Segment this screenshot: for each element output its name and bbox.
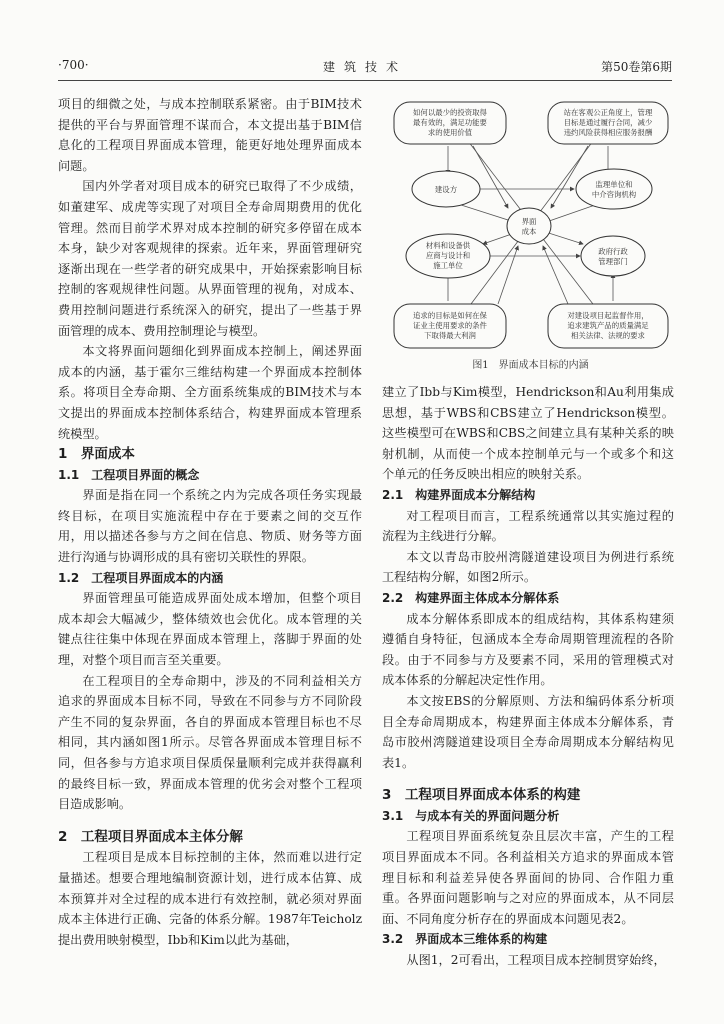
box-top-left-line: 求的使用价值 (427, 128, 473, 137)
node-center-interface-cost (507, 208, 551, 244)
section-1-1-paragraph: 界面是指在同一个系统之内为完成各项任务实现最终目标，在项目实施流程中存在于要素之间的交互作用，用以描述各参与方之间在信息、物质、财务等方面进行沟通与协调形成的具有密切关联性的界限。 (58, 488, 362, 565)
section-3-1-paragraph: 工程项目界面系统复杂且层次丰富，产生的工程项目界面成本不同。各利益相关方追求的界面成本管理目标和利益差异使各界面间的协同、合作阻力重重。各界面问题影响与之对应的界面成本，从不同层面、不同角度分析存在的界面成本问题见表2。 (382, 829, 674, 926)
section-1-1-heading: 1.1 工程项目界面的概念 (58, 467, 200, 482)
node-supplier-line: 材料和设备供 (425, 241, 471, 250)
section-3-heading: 3 工程项目界面成本体系的构建 (382, 787, 581, 804)
box-bottom-right-line: 相关法律、法规的要求 (571, 331, 645, 340)
section-2-1-paragraph-1: 对工程项目而言，工程系统通常以其实施过程的流程为主线进行分解。 (382, 508, 674, 544)
node-center-line: 界面 (521, 217, 537, 226)
right-column (382, 382, 674, 971)
section-3-2-heading: 3.2 界面成本三维体系的构建 (382, 932, 548, 947)
running-header (58, 58, 672, 74)
box-bottom-left-line: 下取得最大利润 (424, 331, 476, 340)
section-1-2-paragraph-2: 在工程项目的全寿命期中，涉及的不同利益相关方追求的界面成本目标不同，导致在不同参与方不同阶段产生不同的复杂界面，各自的界面成本管理目标也不尽相同，其内涵如图1所示。尽管各界面成本管理目标不同，但各参与方追求项目保质保量顺利完成并获得赢利的最终目标一致，界面成本管理的优劣会对整个工程项目造成影响。 (58, 673, 362, 812)
section-1-2-paragraph-1: 界面管理虽可能造成界面处成本增加，但整个项目成本却会大幅减少，整体绩效也会优化。成本管理的关键点往往集中体现在界面成本管理上，落脚于界面的处理，对整个项目而言至关重要。 (58, 591, 362, 668)
node-supervisor-line: 监理单位和 (595, 180, 633, 189)
node-government-line: 政府行政 (598, 247, 628, 256)
continued-paragraph: 建立了Ibb与Kim模型，Hendrickson和Au利用集成思想，基于WBS和CBS建立了Hendrickson模型。这些模型可在WBS和CBS之间建立具有某种关系的映射机制，从而使一个成本控制单元与一个或多个和这个单元的任务反映出相应的映射关系。 (382, 385, 674, 482)
section-3-1-heading: 3.1 与成本有关的界面问题分析 (382, 808, 560, 823)
box-bottom-right-line: 追求建筑产品的质量满足 (567, 321, 649, 330)
volume-issue: 第50卷第6期 (601, 60, 672, 74)
section-2-1-paragraph-2: 本文以青岛市胶州湾隧道建设项目为例进行系统工程结构分解，如图2所示。 (382, 549, 674, 585)
header-rule (58, 80, 672, 81)
intro-paragraph-1: 项目的细微之处，与成本控制联系紧密。由于BIM技术提供的平台与界面管理不谋而合，本文提出基于BIM信息化的工程项目界面成本管理，能更好地处理界面成本问题。 (58, 97, 362, 173)
section-2-paragraph: 工程项目是成本目标控制的主体，然而难以进行定量描述。想要合理地编制资源计划，进行成本估算、成本预算并对全过程的成本进行有效控制，就必须对界面成本主体进行正确、完备的体系分解。1987年Teicholz提出费用映射模型，Ibb和Kim以此为基础， (58, 850, 362, 947)
node-government-line: 管理部门 (598, 257, 628, 266)
section-3-2-paragraph: 从图1，2可看出，工程项目成本控制贯穿始终， (406, 953, 666, 968)
intro-paragraph-3: 本文将界面问题细化到界面成本控制上，阐述界面成本的内涵，基于霍尔三维结构建一个界面成本控制体系。将项目全寿命期、全方面系统集成的BIM技术与本文提出的界面成本控制体系结合，构建界面成本管理系统模型。 (58, 344, 362, 441)
figure-1-diagram (388, 96, 673, 356)
left-column (58, 94, 362, 950)
node-government (581, 236, 645, 276)
box-bottom-left-line: 追求的目标是如何在保 (413, 311, 487, 320)
section-2-2-paragraph-2: 本文按EBS的分解原则、方法和编码体系分析项目全寿命周期成本，构建界面主体成本分解体系，青岛市胶州湾隧道建设项目全寿命周期成本分解结构见表1。 (382, 693, 674, 770)
box-top-left-line: 如何以最少的投资取得 (413, 108, 487, 117)
section-2-2-paragraph-1: 成本分解体系即成本的组成结构，其体系构建须遵循自身特征，包涵成本全寿命周期管理流程的各阶段。由于不同参与方及要素不同，采用的管理模式对成本体系的分解起决定性作用。 (382, 611, 674, 688)
intro-paragraph-2: 国内外学者对项目成本的研究已取得了不少成绩，如董建军、成虎等实现了对项目全寿命周期费用的优化管理。然而目前学术界对成本控制的研究多停留在成本本身，缺少对客观规律的探索。近年来，界面管理研究逐渐出现在一些学者的研究成果中，开始探索影响目标控制的客观规律性问题。从界面管理的视角，对成本、费用控制问题进行系统深入的研究，提出了一些基于界面管理的成本、费用控制理论与模型。 (58, 179, 362, 338)
figure-1-caption: 图1 界面成本目标的内涵 (472, 360, 589, 371)
node-builder-label: 建设方 (434, 185, 458, 194)
node-center-line: 成本 (521, 227, 537, 236)
section-1-2-heading: 1.2 工程项目界面成本的内涵 (58, 570, 224, 585)
box-top-left-line: 最有效的，满足功能要 (413, 118, 487, 127)
node-supplier-line: 施工单位 (433, 261, 463, 270)
node-supplier-line: 应商与设计和 (425, 251, 471, 260)
box-top-right-line: 违约风险获得相应服务报酬 (563, 128, 653, 137)
section-2-heading: 2 工程项目界面成本主体分解 (58, 828, 243, 845)
box-top-right-line: 站在客观公正角度上，管理 (563, 108, 653, 117)
box-bottom-left-line: 证业主使用要求的条件 (413, 321, 487, 330)
journal-name: 建筑技术 (322, 60, 407, 74)
section-2-2-heading: 2.2 构建界面主体成本分解体系 (382, 590, 560, 605)
box-top-right-line: 目标是通过履行合同，减少 (563, 118, 653, 127)
section-1-heading: 1 界面成本 (58, 446, 135, 463)
node-supervisor (576, 169, 652, 209)
box-bottom-right-line: 对建设项目起监督作用， (567, 311, 649, 320)
node-supervisor-line: 中介咨询机构 (591, 190, 637, 199)
page-number: ·700· (58, 58, 89, 72)
section-2-1-heading: 2.1 构建界面成本分解结构 (382, 487, 536, 502)
